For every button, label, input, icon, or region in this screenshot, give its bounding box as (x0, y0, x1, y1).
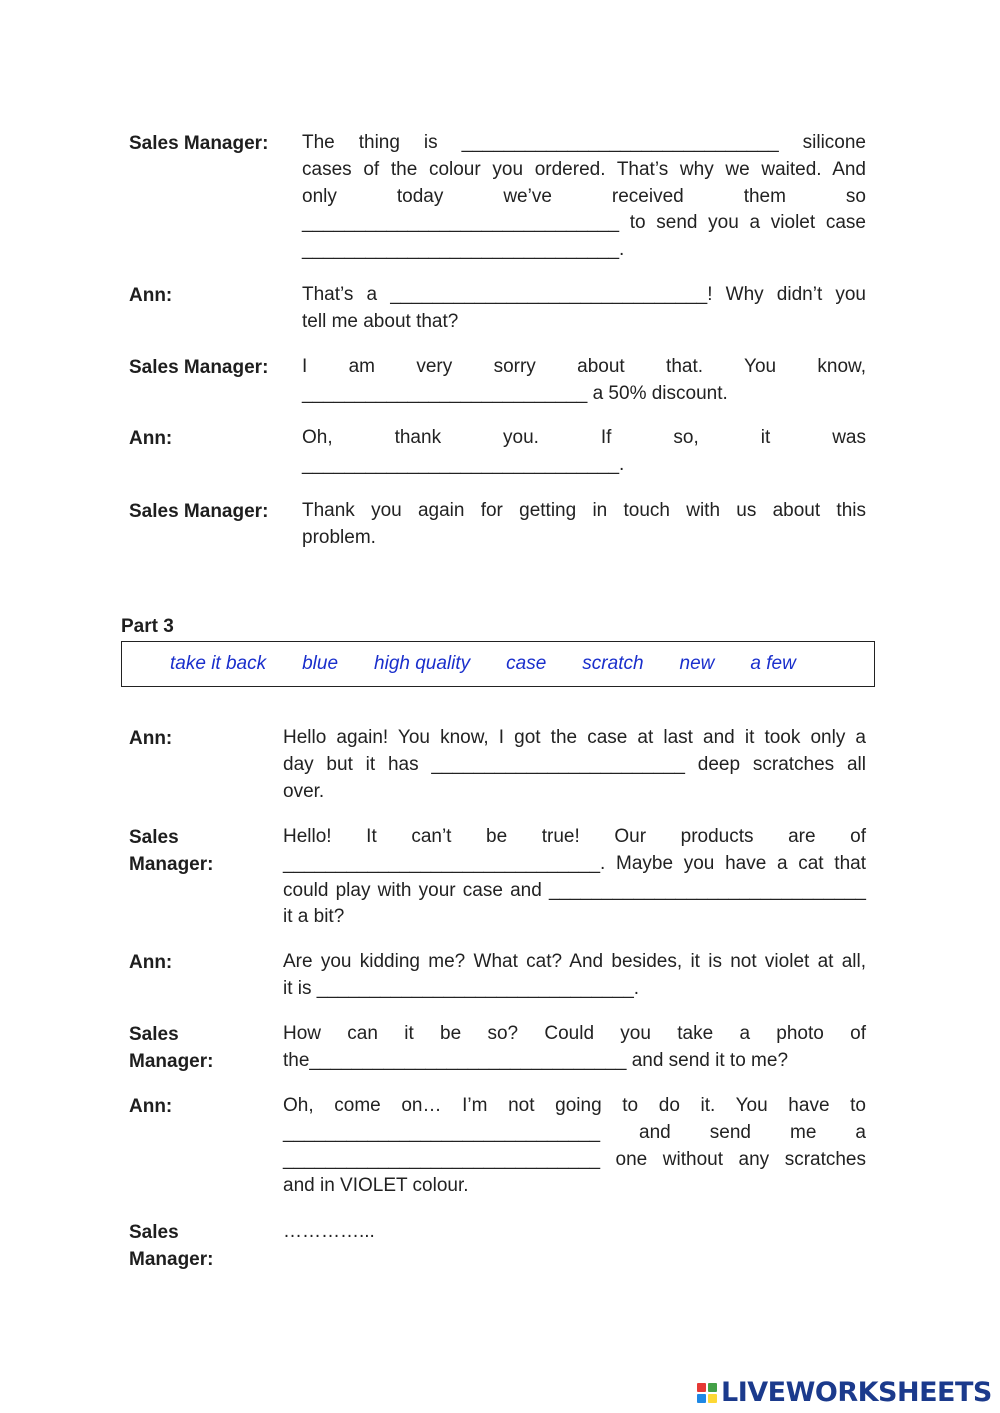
text-line: ______________________________ one without any scratches (283, 1148, 866, 1170)
text-line: Oh, come on… I’m not going to do it. You have to (283, 1095, 866, 1116)
word-bank-item: case (506, 653, 547, 674)
speaker-line: Ann: (129, 952, 173, 973)
dialogue-text (283, 824, 866, 931)
word-bank-item: high quality (374, 653, 471, 674)
speaker-line: Sales (129, 1222, 179, 1243)
text-line: ______________________________. (302, 239, 625, 261)
text-line: ___________________________ a 50% discount. (302, 382, 728, 404)
logo-text: LIVEWORKSHEETS (721, 1377, 992, 1408)
dialogue-text (302, 282, 866, 336)
dialogue-text (302, 354, 866, 408)
speaker-line: Sales (129, 1024, 179, 1045)
speaker-label (129, 1021, 213, 1075)
text-line: problem. (302, 526, 376, 548)
text-line: I am very sorry about that. You know, (302, 356, 866, 377)
text-line: ______________________________. (302, 453, 625, 475)
speaker-label (129, 824, 213, 878)
text-line: tell me about that? (302, 310, 459, 332)
speaker-label (129, 725, 172, 752)
text-line: it is ______________________________. (283, 977, 640, 999)
text-line: Hello again! You know, I got the case at last and it took only a (283, 727, 866, 748)
text-line: ______________________________. Maybe you have a cat that (283, 852, 866, 874)
dialogue-text (302, 130, 866, 264)
text-line: only today we’ve received them so (302, 185, 866, 207)
word-bank-item: take it back (170, 653, 267, 674)
section-title: Part 3 (121, 616, 174, 637)
text-line: Oh, thank you. If so, it was (302, 427, 866, 448)
speaker-label: Ann: (129, 428, 173, 449)
text-line: That’s a ______________________________! Why didn’t you (302, 284, 866, 305)
dialogue-text (283, 949, 866, 1003)
dialogue-text (302, 425, 866, 479)
text-line: Are you kidding me? What cat? And besides, it is not violet at all, (283, 951, 866, 972)
liveworksheets-logo (697, 1377, 992, 1408)
word-bank-item: a few (750, 653, 796, 674)
speaker-line: Ann: (129, 728, 173, 749)
word-bank-item: scratch (582, 653, 644, 674)
dialogue-text (283, 1021, 866, 1075)
dialogue-text (283, 1219, 866, 1246)
dialogue-text (283, 725, 866, 805)
text-line: over. (283, 780, 325, 802)
speaker-line: Ann: (129, 1096, 173, 1117)
text-line: and in VIOLET colour. (283, 1175, 469, 1197)
speaker-line: Manager: (129, 1249, 214, 1270)
speaker-line: Manager: (129, 1051, 214, 1072)
speaker-label: Sales Manager: (129, 501, 269, 522)
word-bank-item: new (679, 653, 715, 674)
text-line: The thing is ______________________________ silicone (302, 132, 866, 153)
text-line: ______________________________ to send you a violet case (302, 212, 866, 234)
dialogue-text (302, 498, 866, 552)
dialogue-text (283, 1093, 866, 1200)
word-bank-item: blue (302, 653, 339, 674)
logo-blocks-icon (697, 1383, 717, 1403)
text-line: could play with your case and ______________________________ (283, 879, 866, 901)
speaker-label (129, 949, 172, 976)
speaker-label: Sales Manager: (129, 133, 269, 154)
speaker-line: Sales (129, 827, 179, 848)
text-line: it a bit? (283, 906, 345, 928)
text-line: Hello! It can’t be true! Our products are of (283, 826, 866, 847)
speaker-label (129, 1219, 213, 1273)
speaker-line: Manager: (129, 854, 214, 875)
text-line: …………... (283, 1221, 375, 1242)
text-line: Thank you again for getting in touch with us about this (302, 500, 866, 521)
text-line: day but it has ________________________ deep scratches all (283, 753, 866, 775)
speaker-label: Ann: (129, 285, 173, 306)
speaker-label: Sales Manager: (129, 357, 269, 378)
text-line: the______________________________ and send it to me? (283, 1049, 789, 1071)
word-bank (121, 641, 875, 687)
text-line: ______________________________ and send me a (283, 1121, 866, 1143)
speaker-label (129, 1093, 172, 1120)
text-line: How can it be so? Could you take a photo of (283, 1023, 866, 1044)
text-line: cases of the colour you ordered. That’s why we waited. And (302, 158, 866, 180)
